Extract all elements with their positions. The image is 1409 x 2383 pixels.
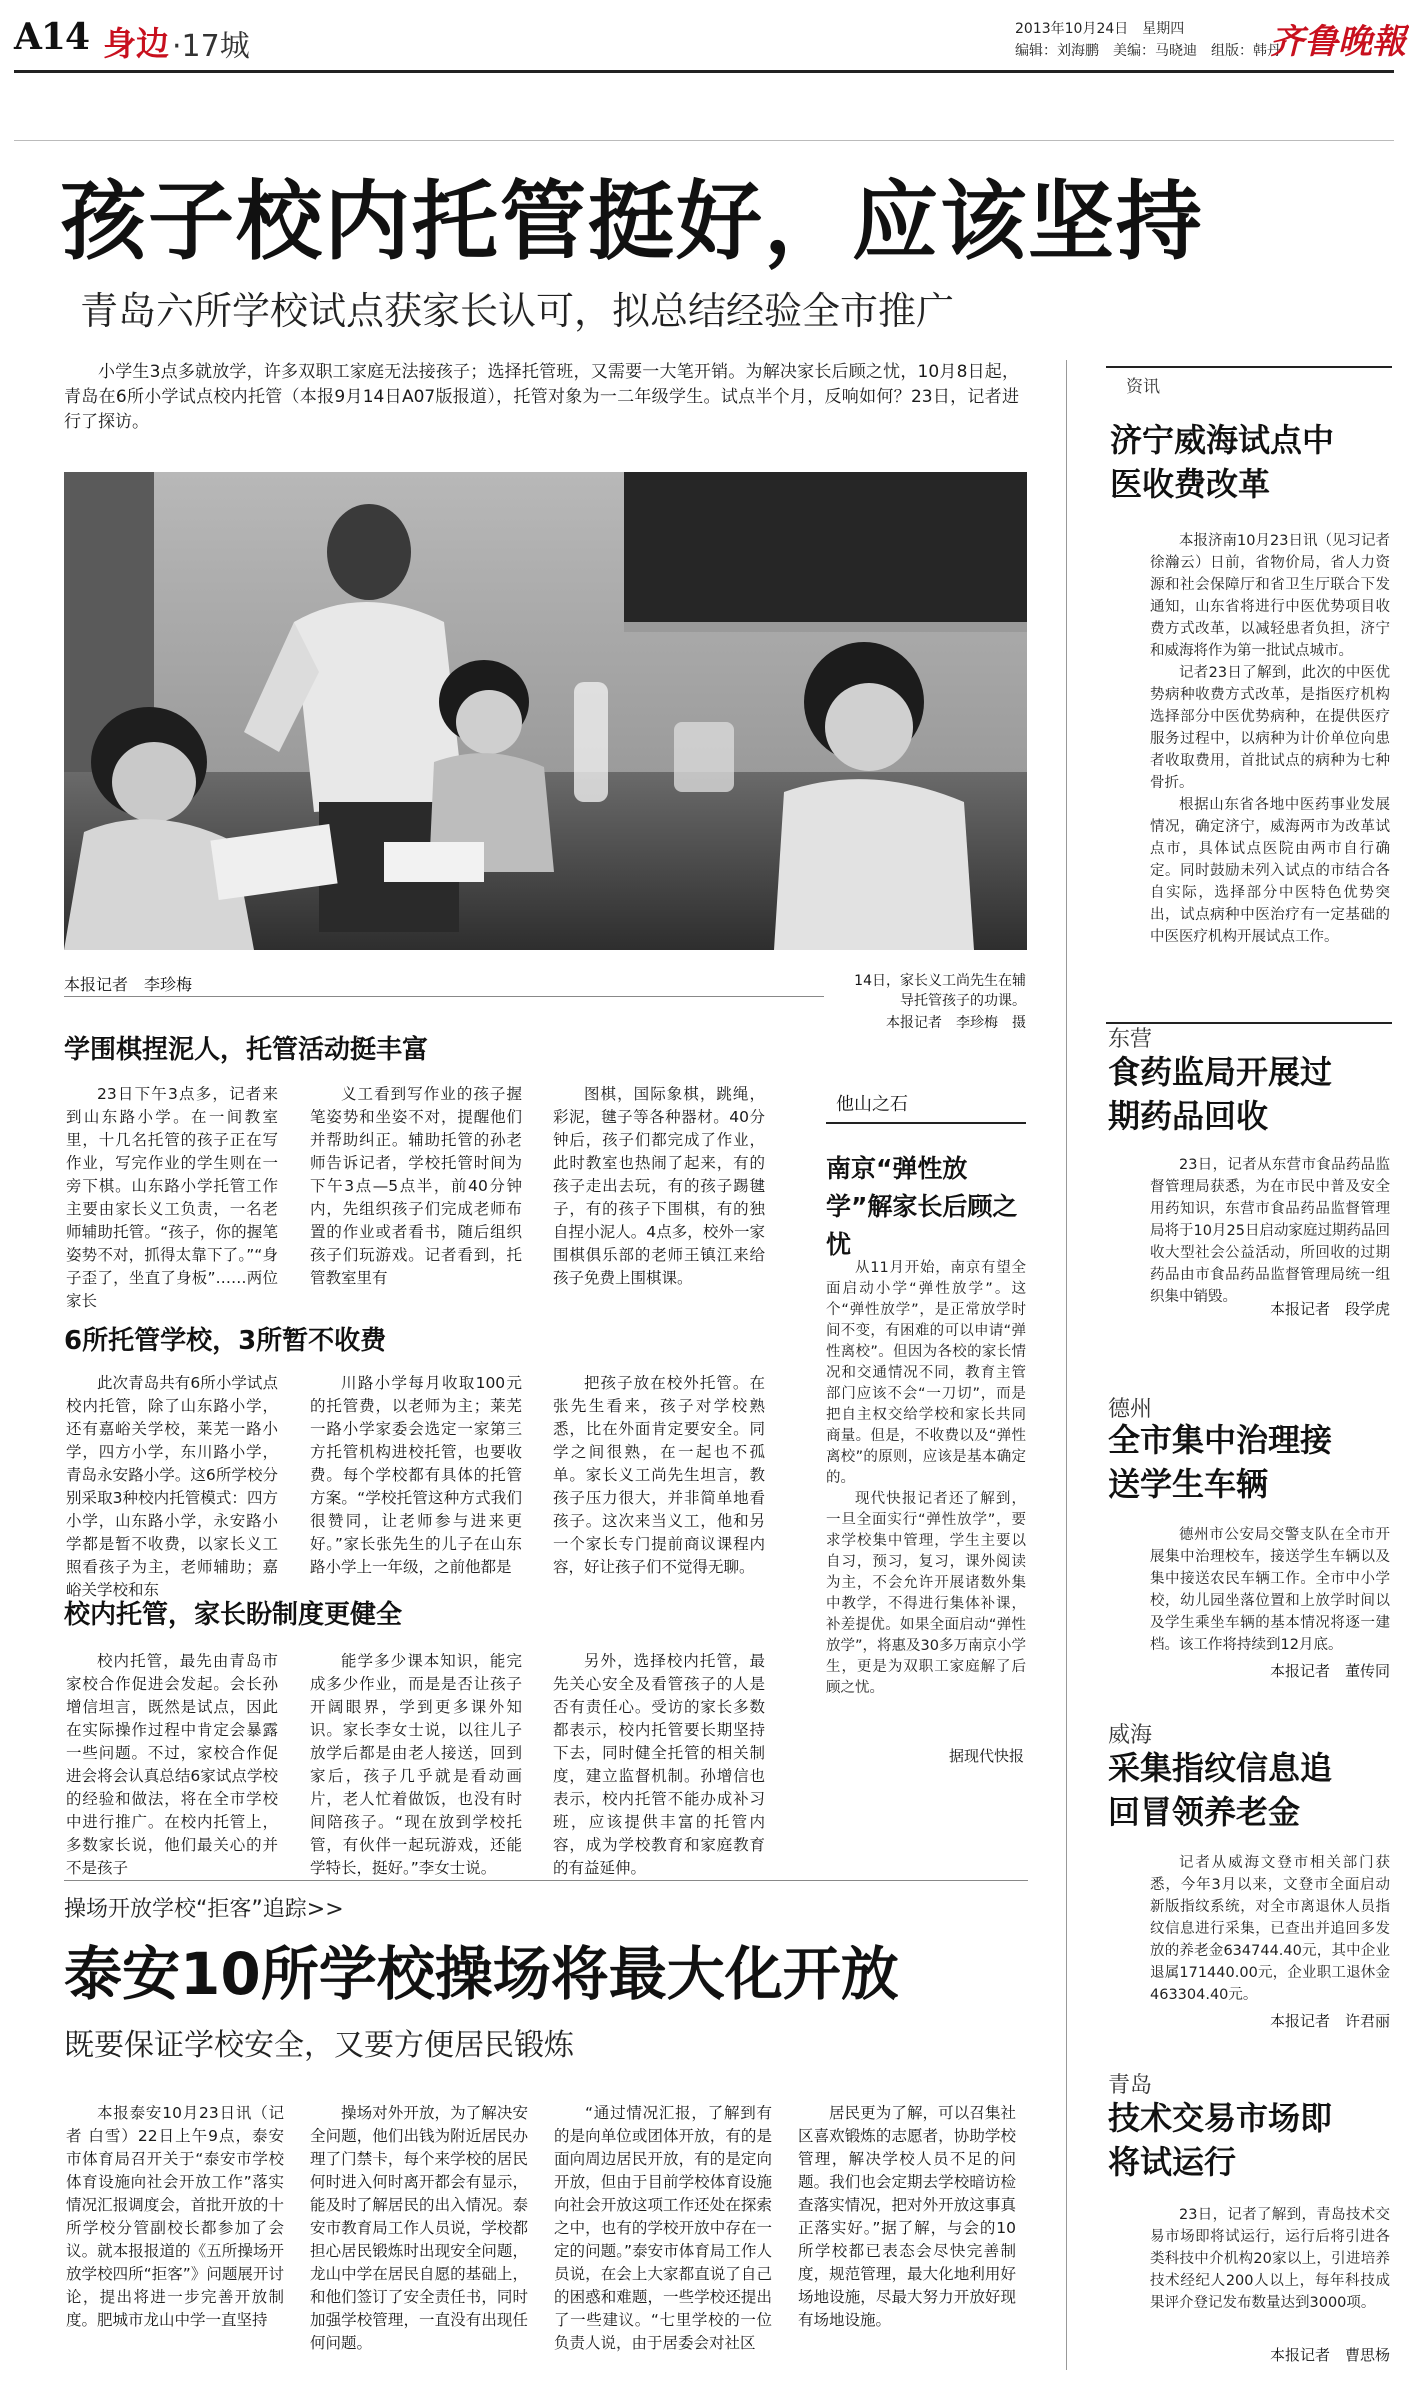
- lead-section-2-col-3: 把孩子放在校外托管。在张先生看来，孩子对学校熟悉，比在外面肯定要安全。同学之间很熟，在一起也不孤单。家长义工尚先生坦言，教孩子压力很大，并非简单地看孩子。这次来当义工，他和另一个家长专门提前商议课程内容，好让孩子们不觉得无聊。: [553, 1374, 765, 1576]
- lead-section-3-col-3: 另外，选择校内托管，最先关心安全及看管孩子的人是否有责任心。受访的家长多数都表示，校内托管要长期坚持下去，同时健全托管的相关制度，建立监督机制。孙增信也表示，校内托管不能办成补习班，应该提供丰富的托管内容，成为学校教育和家庭教育的有益延伸。: [553, 1652, 765, 1877]
- brief-2-tag: 东营: [1108, 1027, 1153, 1052]
- brief-1-title: 济宁威海试点中医收费改革: [1110, 421, 1335, 503]
- page-number: A14: [14, 16, 90, 58]
- brief-3-tag: 德州: [1108, 1397, 1153, 1422]
- newspaper-logo: 齐鲁晚報: [1270, 22, 1406, 62]
- lead-subheadline: 青岛六所学校试点获家长认可，拟总结经验全市推广: [80, 289, 955, 333]
- lead-section-3-col-1: 校内托管，最先由青岛市家校合作促进会发起。会长孙增信坦言，既然是试点，因此在实际操作过程中肯定会暴露一些问题。不过，家校合作促进会将会认真总结6家试点学校的经验和做法，将在全市学校中进行推广。在校内托管上，多数家长说，他们最关心的并不是孩子: [66, 1652, 278, 1877]
- right-column-divider: [1066, 360, 1067, 2370]
- brief-1-body: 本报济南10月23日讯（见习记者 徐瀚云）日前，省物价局，省人力资源和社会保障厅和省卫生厅联合下发通知，山东省将进行中医优势项目收费方式改革，以减轻患者负担，济宁和威海将作为第一批试点城市。 记者23日了解到，此次的中医优势病种收费方式改革，是指医疗机构选择部分中医优势病种，在提供医疗服务过程中，以病种为计价单位向患者收取费用，首批试点的病种为七种骨折。 根据山东省各地中医药事业发展情况，确定济宁，威海两市为改革试点市，具体试点医院由两市自行确定。同时鼓励未列入试点的市结合各自实际，选择部分中医特色优势突出，试点病种中医治疗有一定基础的中医医疗机构开展试点工作。: [1150, 533, 1390, 945]
- lead-section-1-col-2: 义工看到写作业的孩子握笔姿势和坐姿不对，提醒他们并帮助纠正。辅助托管的孙老师告诉记者，学校托管时间为下午3点—5点半，前40分钟内，先组织孩子们完成老师布置的作业或者看书，随后组织孩子们玩游戏。记者看到，托管教室里有: [310, 1085, 522, 1287]
- photo-caption: 14日，家长义工尚先生在辅导托管孩子的功课。: [854, 973, 1026, 1009]
- brief-1-tag: 资讯: [1126, 377, 1160, 397]
- lead-section-2-title: 6所托管学校，3所暂不收费: [64, 1326, 387, 1356]
- header-rule-thin: [14, 140, 1394, 141]
- second-subheadline: 既要保证学校安全，又要方便居民锻炼: [64, 2028, 574, 2063]
- section-subname: ·17城: [172, 29, 250, 64]
- brief-3-title: 全市集中治理接送学生车辆: [1108, 1421, 1333, 1503]
- brief-5-byline: 本报记者 曹思杨: [1269, 2346, 1390, 2364]
- brief-5-title: 技术交易市场即将试运行: [1108, 2099, 1333, 2181]
- lead-section-3-col-2: 能学多少课本知识，能完成多少作业，而是是否让孩子开阔眼界，学到更多课外知识。家长李女士说，以往儿子放学后都是由老人接送，回到家后，孩子几乎就是看动画片，老人忙着做饭，也没有时间陪孩子。“现在放到学校托管，有伙伴一起玩游戏，还能学特长，挺好。”李女士说。: [310, 1652, 522, 1877]
- sidebar-tag-label: 他山之石: [836, 1094, 908, 1115]
- brief-2-body: 23日，记者从东营市食品药品监督管理局获悉，为在市民中普及安全用药知识，东营市食品药品监督管理局将于10月25日启动家庭过期药品回收大型社会公益活动，所回收的过期药品由市食品药品监督管理局统一组织集中销毁。: [1150, 1157, 1390, 1305]
- sidebar-source: 据现代快报: [948, 1747, 1024, 1765]
- right-column-top-rule: [1106, 366, 1392, 368]
- second-col-3: “通过情况汇报，了解到有的是向单位或团体开放，有的是面向周边居民开放，有的是定向开放，但由于目前学校体育设施向社会开放这项工作还处在探索之中，也有的学校开放中存在一定的问题。”泰安市体育局工作人员说，在会上大家都直说了自己的困惑和难题，一些学校还提出了一些建议。“七里学校的一位负责人说，由于居委会对社区: [554, 2104, 772, 2352]
- brief-4-title: 采集指纹信息追回冒领养老金: [1108, 1749, 1333, 1831]
- second-col-4: 居民更为了解，可以召集社区喜欢锻炼的志愿者，协助学校管理，解决学校人员不足的问题。我们也会定期去学校暗访检查落实情况，把对外开放这事真正落实好。”据了解，与会的10所学校都已表态会尽快完善制度，规范管理，最大化地利用好场地设施，尽最大努力开放好现有场地设施。: [798, 2104, 1016, 2329]
- brief-4-body: 记者从威海文登市相关部门获悉，今年3月以来，文登市全面启动新版指纹系统，对全市离退休人员指纹信息进行采集，已查出并追回多发放的养老金634744.40元，其中企业退属171440.00元，企业职工退休金463304.40元。: [1150, 1855, 1390, 2003]
- section-name: 身边: [103, 24, 169, 63]
- brief-3-byline: 本报记者 董传同: [1269, 1662, 1390, 1680]
- lead-headline: 孩子校内托管挺好，应该坚持: [60, 172, 1204, 272]
- second-col-1: 本报泰安10月23日讯（记者 白雪）22日上午9点，泰安市体育局召开关于“泰安市学校体育设施向社会开放工作”落实情况汇报调度会，首批开放的十所学校分管副校长都参加了会议。就本报报道的《五所操场开放学校四所“拒客”》问题展开讨论，提出将进一步完善开放制度。肥城市龙山中学一直坚持: [66, 2104, 284, 2329]
- issue-date: 2013年10月24日 星期四: [1015, 21, 1185, 37]
- photo-credit: 本报记者 李珍梅 摄: [886, 1015, 1026, 1031]
- brief-4-tag: 威海: [1108, 1723, 1153, 1748]
- caption-rule: [64, 996, 824, 997]
- brief-5-tag: 青岛: [1108, 2073, 1153, 2098]
- lead-intro: 小学生3点多就放学，许多双职工家庭无法接孩子；选择托管班，又需要一大笔开销。为解决家长后顾之忧，10月8日起，青岛在6所小学试点校内托管（本报9月14日A07版报道），托管对象为一二年级学生。试点半个月，反响如何？23日，记者进行了探访。: [64, 362, 1019, 432]
- lead-section-1-title: 学围棋捏泥人，托管活动挺丰富: [64, 1035, 429, 1065]
- classroom-photo-illustration: [64, 472, 1027, 950]
- lead-section-2-col-2: 川路小学每月收取100元的托管费，以老师为主；莱芜一路小学家委会选定一家第三方托管机构进校托管，也要收费。每个学校都有具体的托管方案。“学校托管这种方式我们很赞同，让老师参与进来更好。”家长张先生的儿子在山东路小学上一年级，之前他都是: [310, 1374, 522, 1576]
- brief-3-body: 德州市公安局交警支队在全市开展集中治理校车，接送学生车辆以及集中接送农民车辆工作。全市中小学校，幼儿园坐落位置和上放学时间以及学生乘坐车辆的基本情况将逐一建档。该工作将持续到12月底。: [1150, 1527, 1390, 1653]
- brief-2-byline: 本报记者 段学虎: [1269, 1300, 1390, 1318]
- second-story-rule: [64, 1880, 1028, 1881]
- brief-5-body: 23日，记者了解到，青岛技术交易市场即将试运行，运行后将引进各类科技中介机构20家以上，引进培养技术经纪人200人以上，每年科技成果评介登记发布数量达到3000项。: [1150, 2207, 1390, 2311]
- lead-photo: [64, 472, 1027, 950]
- second-headline: 泰安10所学校操场将最大化开放: [64, 1940, 899, 2008]
- brief-2-title: 食药监局开展过期药品回收: [1108, 1053, 1333, 1135]
- editor-credits: 编辑：刘海鹏 美编：马晓迪 组版：韩丹: [1015, 43, 1281, 59]
- lead-section-1-col-3: 图棋，国际象棋，跳绳，彩泥，毽子等各种器材。40分钟后，孩子们都完成了作业，此时教室也热闹了起来，有的孩子走出去玩，有的孩子踢毽子，有的孩子下围棋，有的独自捏小泥人。4点多，校外一家围棋俱乐部的老师王镇江来给孩子免费上围棋课。: [553, 1085, 765, 1287]
- header-rule: [14, 70, 1394, 73]
- sidebar-body: 从11月开始，南京有望全面启动小学“弹性放学”。这个“弹性放学”，是正常放学时间不变，有困难的可以申请“弹性离校”。但因为各校的家长情况和交通情况不同，教育主管部门应该不会“一刀切”，而是把自主权交给学校和家长共同商量。但是，不收费以及“弹性离校”的原则，应该是基本确定的。 现代快报记者还了解到，一旦全面实行“弹性放学”，要求学校集中管理，学生主要以自习，预习，复习，课外阅读为主，不会允许开展诸数外集中教学，不得进行集体补课，补差提优。如果全面启动“弹性放学”，将惠及30多万南京小学生，更是为双职工家庭解了后顾之忧。: [826, 1260, 1026, 1696]
- lead-section-3-title: 校内托管，家长盼制度更健全: [64, 1600, 403, 1630]
- sidebar-tag: [826, 1088, 1026, 1124]
- lead-byline: 本报记者 李珍梅: [64, 975, 193, 994]
- lead-section-1-col-1: 23日下午3点多，记者来到山东路小学。在一间教室里，十几名托管的孩子正在写作业，写完作业的学生则在一旁下棋。山东路小学托管工作主要由家长义工负责，一名老师辅助托管。“孩子，你的握笔姿势不对，抓得太靠下了。”“身子歪了，坐直了身板”……两位家长: [66, 1085, 278, 1310]
- brief-4-byline: 本报记者 许君丽: [1269, 2012, 1390, 2030]
- second-col-2: 操场对外开放，为了解决安全问题，他们出钱为附近居民办理了门禁卡，每个来学校的居民何时进入何时离开都会有显示，能及时了解居民的出入情况。泰安市教育局工作人员说，学校都担心居民锻炼时出现安全问题，龙山中学在居民自愿的基础上，和他们签订了安全责任书，同时加强学校管理，一直没有出现任何问题。: [310, 2104, 528, 2352]
- second-kicker: 操场开放学校“拒客”追踪>>: [64, 1897, 344, 1922]
- lead-section-2-col-1: 此次青岛共有6所小学试点校内托管，除了山东路小学，还有嘉峪关学校，莱芜一路小学，四方小学，东川路小学，青岛永安路小学。这6所学校分别采取3种校内托管模式：四方小学，山东路小学，永安路小学都是暂不收费，以家长义工照看孩子为主，老师辅助；嘉峪关学校和东: [66, 1374, 278, 1599]
- sidebar-title: 南京“弹性放学”解家长后顾之忧: [826, 1154, 1018, 1259]
